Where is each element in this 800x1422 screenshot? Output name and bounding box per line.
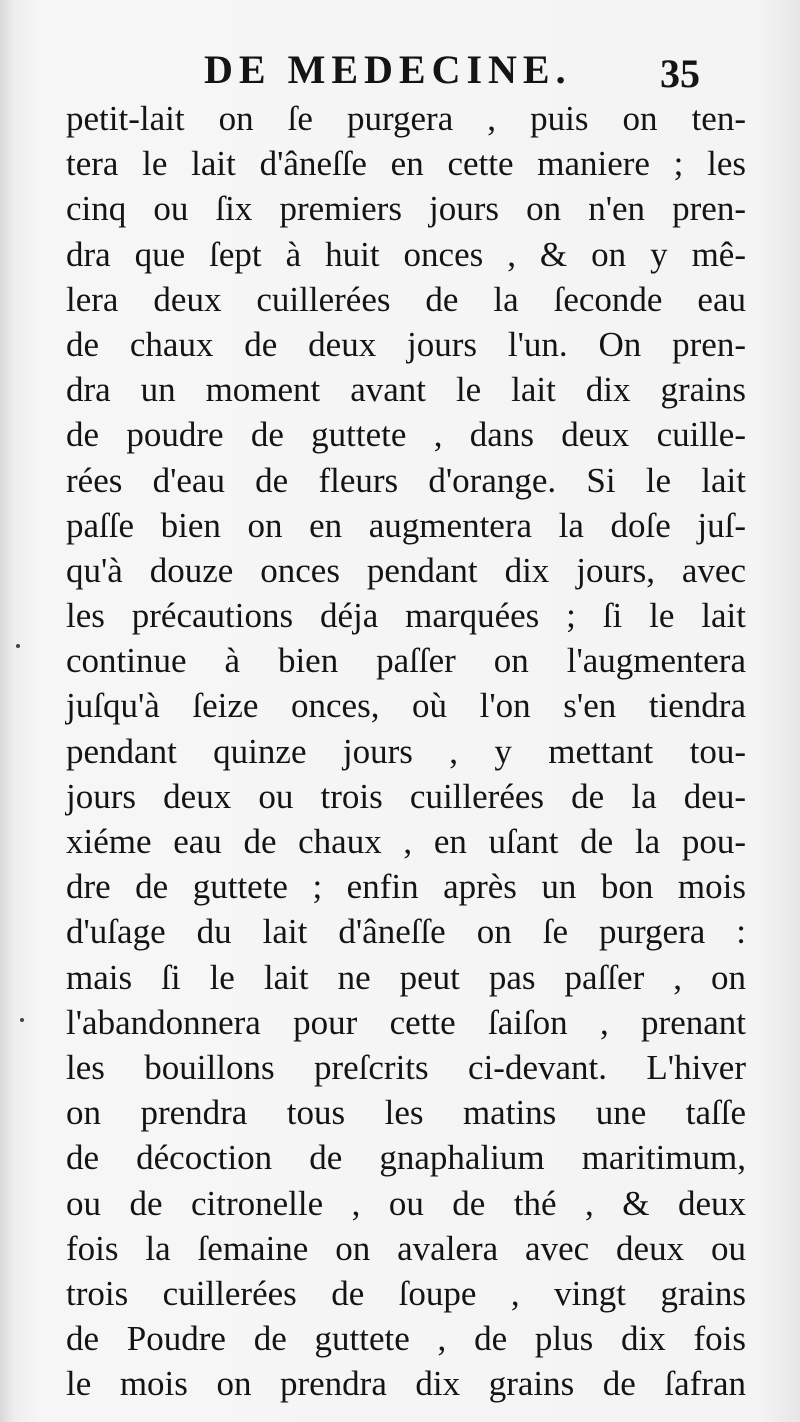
text-line: dra que ſept à huit onces , & on y mê- bbox=[66, 234, 746, 274]
text-line: de Poudre de guttete , de plus dix fois bbox=[66, 1319, 746, 1359]
text-line: qu'à douze onces pendant dix jours, avec bbox=[66, 550, 746, 590]
text-line: de chaux de deux jours l'un. On pren- bbox=[66, 324, 746, 364]
text-line: de poudre de guttete , dans deux cuille- bbox=[66, 415, 746, 455]
text-line: tera le lait d'âneſſe en cette maniere ; les bbox=[66, 144, 746, 184]
running-title: DE MEDECINE. bbox=[204, 47, 572, 92]
text-line: de décoction de gnaphalium maritimum, bbox=[66, 1138, 746, 1178]
text-line: dre de guttete ; enfin après un bon mois bbox=[66, 867, 746, 907]
text-line: mais ſi le lait ne peut pas paſſer , on bbox=[66, 957, 746, 997]
page-header bbox=[0, 42, 800, 102]
text-line: cinq ou ſix premiers jours on n'en pren- bbox=[66, 189, 746, 229]
text-line: paſſe bien on en augmentera la doſe juſ- bbox=[66, 505, 746, 545]
text-line: pendant quinze jours , y mettant tou- bbox=[66, 731, 746, 771]
text-line: fois la ſemaine on avalera avec deux ou bbox=[66, 1228, 746, 1268]
text-line: jours deux ou trois cuillerées de la deu- bbox=[66, 776, 746, 816]
text-line: l'abandonnera pour cette ſaiſon , prenant bbox=[66, 1002, 746, 1042]
margin-speck bbox=[20, 1018, 24, 1022]
text-line: rées d'eau de fleurs d'orange. Si le lait bbox=[66, 460, 746, 500]
text-line: le mois on prendra dix grains de ſafran bbox=[66, 1364, 746, 1404]
text-line: dra un moment avant le lait dix grains bbox=[66, 370, 746, 410]
text-line: xiéme eau de chaux , en uſant de la pou- bbox=[66, 822, 746, 861]
text-line: trois cuillerées de ſoupe , vingt grains bbox=[66, 1273, 746, 1313]
text-line: on prendra tous les matins une taſſe bbox=[66, 1093, 746, 1133]
text-line: continue à bien paſſer on l'augmentera bbox=[66, 641, 746, 681]
margin-speck bbox=[16, 644, 20, 648]
text-line: petit-lait on ſe purgera , puis on ten- bbox=[66, 99, 746, 138]
text-line: d'uſage du lait d'âneſſe on ſe purgera : bbox=[66, 912, 746, 952]
text-line: lera deux cuillerées de la ſeconde eau bbox=[66, 279, 746, 319]
text-line: ou de citronelle , ou de thé , & deux bbox=[66, 1183, 746, 1223]
text-line: juſqu'à ſeize onces, où l'on s'en tiendra bbox=[66, 686, 746, 726]
text-line: les précautions déja marquées ; ſi le lait bbox=[66, 596, 746, 636]
body-text bbox=[66, 96, 746, 1406]
page-number: 35 bbox=[660, 51, 700, 96]
text-line: les bouillons preſcrits ci-devant. L'hiver bbox=[66, 1047, 746, 1087]
